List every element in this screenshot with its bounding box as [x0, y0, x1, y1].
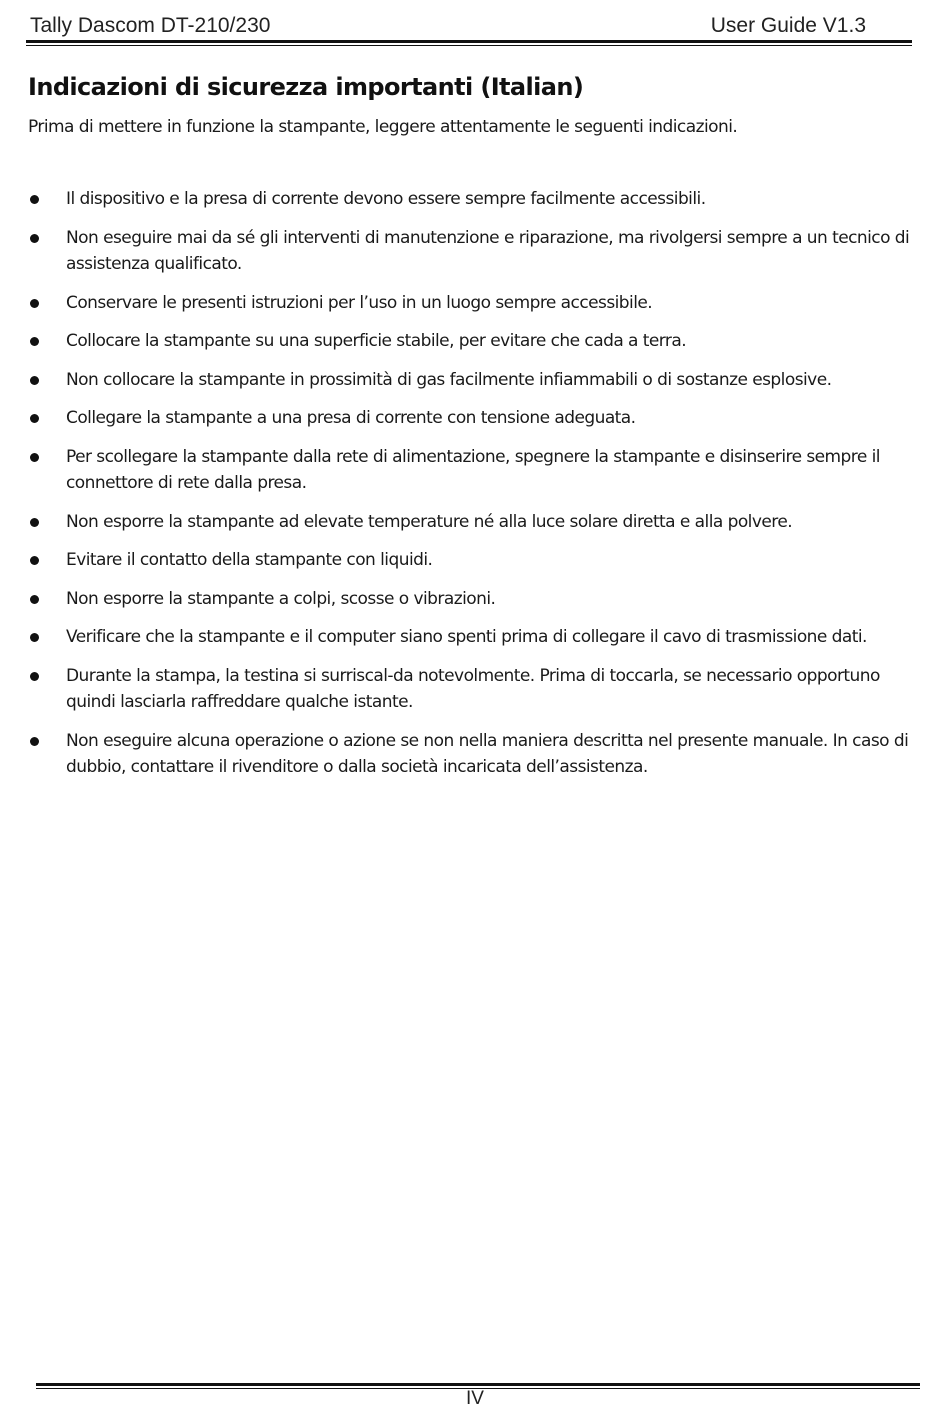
list-item-text: Verificare che la stampante e il computer siano spenti prima di collegare il cavo di trasmissione dati.	[66, 627, 867, 647]
list-item-text: Collegare la stampante a una presa di corrente con tensione adeguata.	[66, 408, 636, 428]
bullet-icon	[30, 672, 39, 681]
intro-paragraph: Prima di mettere in funzione la stampante, leggere attentamente le seguenti indicazioni.	[28, 117, 738, 137]
page-header	[30, 14, 866, 42]
list-item-text: Non eseguire mai da sé gli interventi di manutenzione e riparazione, ma rivolgersi sempre a un tecnico di assistenza qualificato.	[66, 227, 910, 274]
bullet-icon	[30, 414, 39, 423]
bullet-icon	[30, 518, 39, 527]
page-number: IV	[466, 1388, 484, 1409]
list-item-text: Collocare la stampante su una superficie stabile, per evitare che cada a terra.	[66, 331, 687, 351]
list-item-text: Conservare le presenti istruzioni per l’uso in un luogo sempre accessibile.	[66, 292, 653, 313]
header-divider	[26, 40, 912, 46]
list-item	[28, 444, 914, 497]
list-item-text: Per scollegare la stampante dalla rete di alimentazione, spegnere la stampante e disinserire sempre il connettore di rete dalla presa.	[66, 446, 880, 493]
list-item	[28, 547, 914, 574]
bullet-icon	[30, 299, 39, 308]
bullet-icon	[30, 376, 39, 385]
list-item-text: Non esporre la stampante a colpi, scosse o vibrazioni.	[66, 588, 496, 609]
bullet-icon	[30, 234, 39, 243]
list-item	[28, 186, 914, 213]
list-item	[28, 663, 914, 716]
list-item	[28, 367, 914, 394]
list-item-text: Il dispositivo e la presa di corrente devono essere sempre facilmente accessibili.	[66, 189, 706, 209]
list-item	[28, 624, 914, 651]
list-item	[28, 586, 914, 613]
list-item	[28, 290, 914, 317]
list-item	[28, 405, 914, 432]
bullet-icon	[30, 195, 39, 204]
bullet-icon	[30, 453, 39, 462]
list-item	[28, 225, 914, 278]
list-item-text: Evitare il contatto della stampante con liquidi.	[66, 550, 433, 570]
list-item	[28, 509, 914, 536]
header-product-name: Tally Dascom DT-210/230	[30, 14, 271, 37]
bullet-icon	[30, 337, 39, 346]
header-guide-version: User Guide V1.3	[710, 14, 866, 37]
page-content	[28, 70, 914, 793]
list-item-text: Non esporre la stampante ad elevate temperature né alla luce solare diretta e alla polvere.	[66, 511, 793, 532]
bullet-icon	[30, 595, 39, 604]
list-item-text: Non collocare la stampante in prossimità di gas facilmente infiammabili o di sostanze esplosive.	[66, 369, 832, 390]
safety-list	[28, 186, 914, 781]
list-item	[28, 728, 914, 781]
bullet-icon	[30, 737, 39, 746]
bullet-icon	[30, 556, 39, 565]
list-item-text: Non eseguire alcuna operazione o azione se non nella maniera descritta nel presente manuale. In caso di dubbio, contattare il rivenditore o dalla società incaricata dell’assistenza.	[66, 730, 909, 777]
list-item	[28, 328, 914, 355]
list-item-text: Durante la stampa, la testina si surriscal-da notevolmente. Prima di toccarla, se necessario opportuno quindi lasciarla raffreddare qualche istante.	[66, 665, 880, 712]
page-title: Indicazioni di sicurezza importanti (Italian)	[28, 73, 584, 101]
bullet-icon	[30, 633, 39, 642]
